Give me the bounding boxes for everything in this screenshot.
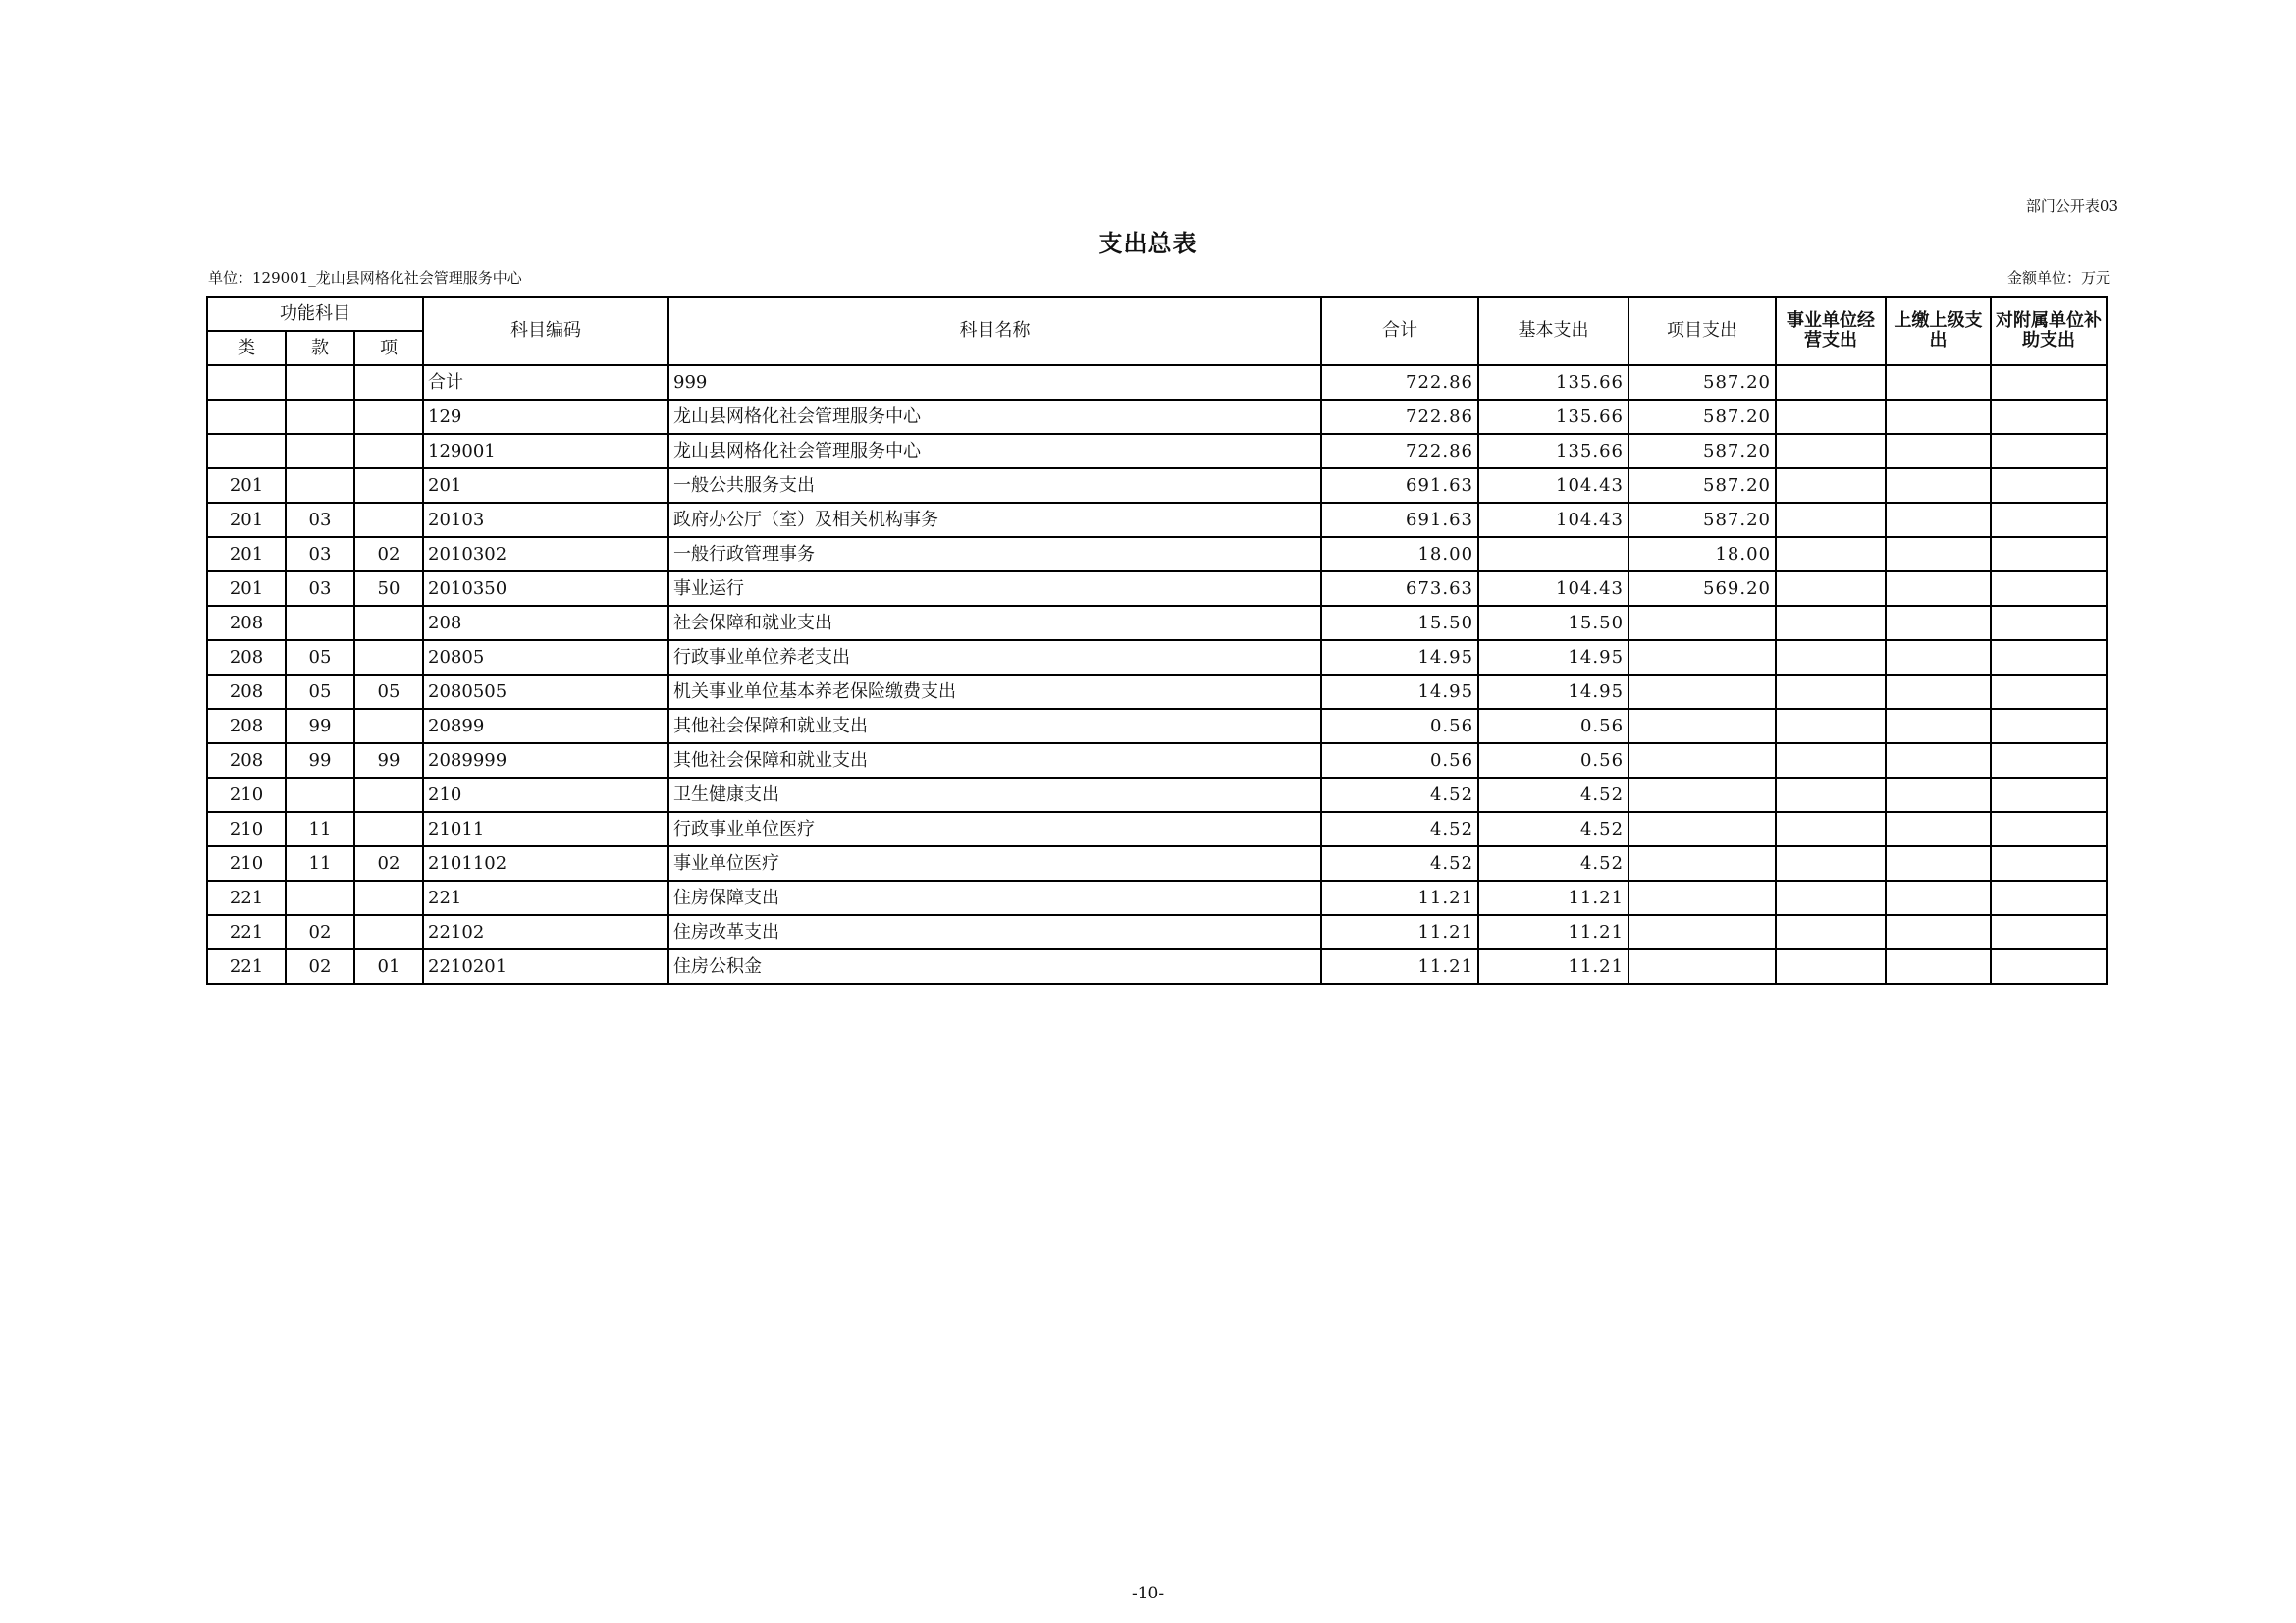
code-cell: 208 — [423, 606, 668, 640]
lei-cell: 208 — [207, 743, 286, 778]
xiang-cell — [354, 606, 423, 640]
table-row — [207, 846, 2107, 881]
subsidy-cell — [1991, 949, 2107, 984]
table-number: 部门公开表03 — [2025, 197, 2118, 215]
upper-cell — [1886, 537, 1991, 571]
basic-cell — [1478, 537, 1629, 571]
project-cell — [1629, 675, 1776, 709]
header-row-1 — [207, 297, 2107, 331]
xiang-cell: 02 — [354, 537, 423, 571]
business-cell — [1776, 743, 1886, 778]
unit-label: 单位：129001_龙山县网格化社会管理服务中心 — [208, 269, 522, 287]
business-cell — [1776, 503, 1886, 537]
xiang-cell — [354, 812, 423, 846]
lei-cell — [207, 400, 286, 434]
lei-cell: 208 — [207, 675, 286, 709]
subsidy-cell — [1991, 812, 2107, 846]
business-cell — [1776, 778, 1886, 812]
table-row — [207, 949, 2107, 984]
business-cell — [1776, 468, 1886, 503]
name-cell: 一般行政管理事务 — [668, 537, 1321, 571]
lei-cell: 210 — [207, 812, 286, 846]
xiang-cell — [354, 915, 423, 949]
project-cell: 587.20 — [1629, 503, 1776, 537]
subsidy-cell — [1991, 434, 2107, 468]
lei-cell: 221 — [207, 949, 286, 984]
total-cell: 11.21 — [1321, 949, 1478, 984]
table-row — [207, 709, 2107, 743]
lei-cell: 208 — [207, 606, 286, 640]
total-cell: 0.56 — [1321, 743, 1478, 778]
total-cell: 4.52 — [1321, 778, 1478, 812]
upper-cell — [1886, 675, 1991, 709]
total-cell: 722.86 — [1321, 365, 1478, 400]
code-cell: 合计 — [423, 365, 668, 400]
subsidy-cell — [1991, 675, 2107, 709]
business-cell — [1776, 915, 1886, 949]
basic-cell: 135.66 — [1478, 400, 1629, 434]
table-row — [207, 606, 2107, 640]
xiang-cell — [354, 640, 423, 675]
subsidy-cell — [1991, 881, 2107, 915]
total-cell: 14.95 — [1321, 675, 1478, 709]
project-cell — [1629, 743, 1776, 778]
lei-header: 类 — [207, 331, 286, 365]
project-cell — [1629, 812, 1776, 846]
table-row — [207, 503, 2107, 537]
upper-cell — [1886, 915, 1991, 949]
xiang-cell — [354, 365, 423, 400]
subsidy-cell — [1991, 537, 2107, 571]
xiang-cell: 50 — [354, 571, 423, 606]
name-cell: 龙山县网格化社会管理服务中心 — [668, 434, 1321, 468]
kuan-cell: 99 — [286, 743, 354, 778]
business-cell — [1776, 881, 1886, 915]
upper-cell — [1886, 365, 1991, 400]
upper-cell — [1886, 468, 1991, 503]
total-cell: 11.21 — [1321, 881, 1478, 915]
project-cell: 569.20 — [1629, 571, 1776, 606]
kuan-cell: 03 — [286, 537, 354, 571]
subsidy-cell — [1991, 640, 2107, 675]
business-cell — [1776, 606, 1886, 640]
upper-cell — [1886, 571, 1991, 606]
total-cell: 18.00 — [1321, 537, 1478, 571]
upper-cell — [1886, 640, 1991, 675]
business-cell — [1776, 434, 1886, 468]
business-cell — [1776, 709, 1886, 743]
kuan-cell — [286, 468, 354, 503]
basic-cell: 4.52 — [1478, 778, 1629, 812]
basic-header: 基本支出 — [1478, 297, 1629, 365]
lei-cell: 201 — [207, 571, 286, 606]
upper-header: 上缴上级支出 — [1886, 297, 1991, 365]
code-cell: 21011 — [423, 812, 668, 846]
business-cell — [1776, 365, 1886, 400]
code-header: 科目编码 — [423, 297, 668, 365]
xiang-cell — [354, 468, 423, 503]
kuan-cell — [286, 881, 354, 915]
table-body — [207, 365, 2107, 984]
lei-cell: 210 — [207, 778, 286, 812]
subsidy-cell — [1991, 606, 2107, 640]
kuan-cell: 03 — [286, 503, 354, 537]
total-cell: 15.50 — [1321, 606, 1478, 640]
name-cell: 其他社会保障和就业支出 — [668, 709, 1321, 743]
total-cell: 691.63 — [1321, 468, 1478, 503]
total-cell: 0.56 — [1321, 709, 1478, 743]
upper-cell — [1886, 812, 1991, 846]
subsidy-cell — [1991, 846, 2107, 881]
total-cell: 673.63 — [1321, 571, 1478, 606]
xiang-header: 项 — [354, 331, 423, 365]
code-cell: 2101102 — [423, 846, 668, 881]
table-row — [207, 434, 2107, 468]
table-row — [207, 468, 2107, 503]
upper-cell — [1886, 709, 1991, 743]
code-cell: 129 — [423, 400, 668, 434]
project-header: 项目支出 — [1629, 297, 1776, 365]
basic-cell: 15.50 — [1478, 606, 1629, 640]
lei-cell — [207, 434, 286, 468]
lei-cell: 201 — [207, 537, 286, 571]
name-header: 科目名称 — [668, 297, 1321, 365]
subsidy-cell — [1991, 503, 2107, 537]
code-cell: 2089999 — [423, 743, 668, 778]
table-row — [207, 675, 2107, 709]
kuan-cell: 11 — [286, 846, 354, 881]
project-cell — [1629, 640, 1776, 675]
xiang-cell — [354, 434, 423, 468]
xiang-cell — [354, 503, 423, 537]
basic-cell: 4.52 — [1478, 846, 1629, 881]
basic-cell: 4.52 — [1478, 812, 1629, 846]
business-cell — [1776, 537, 1886, 571]
xiang-cell — [354, 881, 423, 915]
lei-cell: 201 — [207, 468, 286, 503]
code-cell: 22102 — [423, 915, 668, 949]
lei-cell: 208 — [207, 640, 286, 675]
total-cell: 722.86 — [1321, 400, 1478, 434]
lei-cell: 221 — [207, 915, 286, 949]
expenditure-table — [206, 296, 2108, 985]
code-cell: 2010302 — [423, 537, 668, 571]
project-cell: 18.00 — [1629, 537, 1776, 571]
basic-cell: 14.95 — [1478, 640, 1629, 675]
subsidy-cell — [1991, 400, 2107, 434]
project-cell — [1629, 606, 1776, 640]
money-unit-label: 金额单位：万元 — [2006, 269, 2110, 287]
business-cell — [1776, 812, 1886, 846]
code-cell: 210 — [423, 778, 668, 812]
upper-cell — [1886, 949, 1991, 984]
business-cell — [1776, 640, 1886, 675]
name-cell: 政府办公厅（室）及相关机构事务 — [668, 503, 1321, 537]
subsidy-cell — [1991, 709, 2107, 743]
basic-cell: 135.66 — [1478, 434, 1629, 468]
upper-cell — [1886, 743, 1991, 778]
lei-cell: 201 — [207, 503, 286, 537]
xiang-cell — [354, 400, 423, 434]
table-row — [207, 812, 2107, 846]
code-cell: 2010350 — [423, 571, 668, 606]
name-cell: 机关事业单位基本养老保险缴费支出 — [668, 675, 1321, 709]
table-row — [207, 365, 2107, 400]
kuan-cell — [286, 400, 354, 434]
total-cell: 14.95 — [1321, 640, 1478, 675]
kuan-cell: 02 — [286, 915, 354, 949]
project-cell: 587.20 — [1629, 365, 1776, 400]
subsidy-cell — [1991, 571, 2107, 606]
name-cell: 社会保障和就业支出 — [668, 606, 1321, 640]
code-cell: 221 — [423, 881, 668, 915]
business-header: 事业单位经营支出 — [1776, 297, 1886, 365]
basic-cell: 11.21 — [1478, 881, 1629, 915]
table-row — [207, 778, 2107, 812]
xiang-cell: 02 — [354, 846, 423, 881]
name-cell: 住房公积金 — [668, 949, 1321, 984]
upper-cell — [1886, 846, 1991, 881]
subsidy-cell — [1991, 365, 2107, 400]
name-cell: 行政事业单位医疗 — [668, 812, 1321, 846]
name-cell: 住房保障支出 — [668, 881, 1321, 915]
page-title: 支出总表 — [1098, 229, 1198, 257]
name-cell: 龙山县网格化社会管理服务中心 — [668, 400, 1321, 434]
kuan-cell: 11 — [286, 812, 354, 846]
table-row — [207, 400, 2107, 434]
xiang-cell — [354, 778, 423, 812]
kuan-cell: 05 — [286, 675, 354, 709]
business-cell — [1776, 571, 1886, 606]
kuan-header: 款 — [286, 331, 354, 365]
project-cell — [1629, 949, 1776, 984]
total-cell: 4.52 — [1321, 846, 1478, 881]
subsidy-cell — [1991, 743, 2107, 778]
xiang-cell: 99 — [354, 743, 423, 778]
name-cell: 事业单位医疗 — [668, 846, 1321, 881]
business-cell — [1776, 846, 1886, 881]
name-cell: 行政事业单位养老支出 — [668, 640, 1321, 675]
xiang-cell: 01 — [354, 949, 423, 984]
code-cell: 2210201 — [423, 949, 668, 984]
subsidy-cell — [1991, 915, 2107, 949]
code-cell: 20805 — [423, 640, 668, 675]
upper-cell — [1886, 606, 1991, 640]
business-cell — [1776, 949, 1886, 984]
kuan-cell: 99 — [286, 709, 354, 743]
business-cell — [1776, 400, 1886, 434]
upper-cell — [1886, 778, 1991, 812]
basic-cell: 11.21 — [1478, 949, 1629, 984]
lei-cell: 208 — [207, 709, 286, 743]
code-cell: 2080505 — [423, 675, 668, 709]
business-cell — [1776, 675, 1886, 709]
table-row — [207, 915, 2107, 949]
kuan-cell — [286, 365, 354, 400]
upper-cell — [1886, 400, 1991, 434]
code-cell: 20899 — [423, 709, 668, 743]
page-number: -10- — [1131, 1584, 1165, 1603]
kuan-cell — [286, 778, 354, 812]
name-cell: 事业运行 — [668, 571, 1321, 606]
table-row — [207, 571, 2107, 606]
project-cell — [1629, 778, 1776, 812]
basic-cell: 104.43 — [1478, 468, 1629, 503]
total-header: 合计 — [1321, 297, 1478, 365]
code-cell: 201 — [423, 468, 668, 503]
name-cell: 一般公共服务支出 — [668, 468, 1321, 503]
lei-cell: 210 — [207, 846, 286, 881]
total-cell: 11.21 — [1321, 915, 1478, 949]
kuan-cell — [286, 606, 354, 640]
basic-cell: 0.56 — [1478, 709, 1629, 743]
name-cell: 卫生健康支出 — [668, 778, 1321, 812]
basic-cell: 104.43 — [1478, 503, 1629, 537]
lei-cell: 221 — [207, 881, 286, 915]
xiang-cell — [354, 709, 423, 743]
code-cell: 129001 — [423, 434, 668, 468]
upper-cell — [1886, 434, 1991, 468]
name-cell: 住房改革支出 — [668, 915, 1321, 949]
xiang-cell: 05 — [354, 675, 423, 709]
lei-cell — [207, 365, 286, 400]
project-cell: 587.20 — [1629, 468, 1776, 503]
basic-cell: 11.21 — [1478, 915, 1629, 949]
name-cell: 999 — [668, 365, 1321, 400]
total-cell: 722.86 — [1321, 434, 1478, 468]
basic-cell: 104.43 — [1478, 571, 1629, 606]
upper-cell — [1886, 881, 1991, 915]
project-cell — [1629, 709, 1776, 743]
project-cell: 587.20 — [1629, 400, 1776, 434]
table-row — [207, 537, 2107, 571]
project-cell — [1629, 881, 1776, 915]
table-row — [207, 640, 2107, 675]
table-row — [207, 743, 2107, 778]
code-cell: 20103 — [423, 503, 668, 537]
kuan-cell: 02 — [286, 949, 354, 984]
func-subject-header: 功能科目 — [207, 297, 423, 331]
basic-cell: 135.66 — [1478, 365, 1629, 400]
project-cell: 587.20 — [1629, 434, 1776, 468]
name-cell: 其他社会保障和就业支出 — [668, 743, 1321, 778]
kuan-cell: 05 — [286, 640, 354, 675]
project-cell — [1629, 915, 1776, 949]
upper-cell — [1886, 503, 1991, 537]
kuan-cell — [286, 434, 354, 468]
subsidy-cell — [1991, 468, 2107, 503]
table-row — [207, 881, 2107, 915]
subsidy-cell — [1991, 778, 2107, 812]
total-cell: 4.52 — [1321, 812, 1478, 846]
basic-cell: 14.95 — [1478, 675, 1629, 709]
kuan-cell: 03 — [286, 571, 354, 606]
basic-cell: 0.56 — [1478, 743, 1629, 778]
total-cell: 691.63 — [1321, 503, 1478, 537]
subsidy-header: 对附属单位补助支出 — [1991, 297, 2107, 365]
project-cell — [1629, 846, 1776, 881]
